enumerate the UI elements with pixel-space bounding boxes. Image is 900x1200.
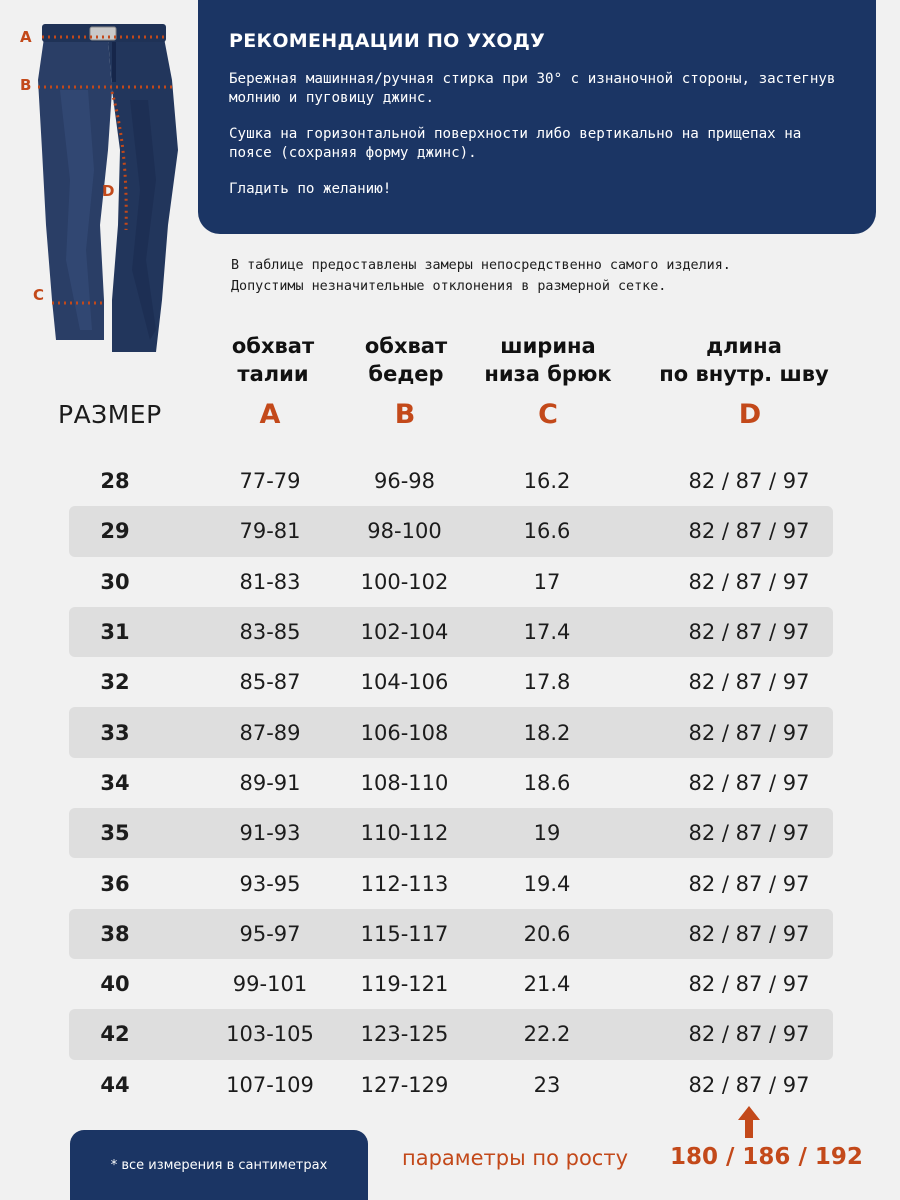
cell-size: 35 bbox=[100, 821, 130, 846]
cell-size: 29 bbox=[100, 519, 130, 544]
cell-hips: 106-108 bbox=[360, 720, 449, 745]
cell-size: 32 bbox=[100, 670, 130, 695]
cell-hips: 112-113 bbox=[360, 871, 449, 896]
marker-b: B bbox=[20, 76, 32, 94]
cell-inseam: 82 / 87 / 97 bbox=[688, 871, 810, 896]
cell-hips: 98-100 bbox=[367, 519, 442, 544]
column-header-inseam-line-2: по внутр. шву bbox=[659, 362, 829, 386]
table-row bbox=[69, 657, 833, 707]
cell-size: 31 bbox=[100, 620, 130, 645]
intro-line-1: В таблице предоставлены замеры непосредственно самого изделия. bbox=[231, 258, 731, 273]
table-row bbox=[69, 607, 833, 657]
column-header-hips bbox=[347, 332, 465, 388]
table-row bbox=[69, 808, 833, 858]
table-row bbox=[69, 1009, 833, 1059]
cell-waist: 85-87 bbox=[239, 670, 301, 695]
cell-waist: 91-93 bbox=[239, 821, 301, 846]
cell-hips: 110-112 bbox=[360, 821, 449, 846]
jeans-illustration bbox=[0, 0, 200, 370]
cell-inseam: 82 / 87 / 97 bbox=[688, 569, 810, 594]
table-row bbox=[69, 557, 833, 607]
cell-hips: 119-121 bbox=[360, 972, 449, 997]
cell-hem-width: 20.6 bbox=[523, 921, 571, 946]
table-row bbox=[69, 456, 833, 506]
marker-a: A bbox=[20, 28, 32, 46]
size-table bbox=[69, 456, 833, 1110]
cell-inseam: 82 / 87 / 97 bbox=[688, 1022, 810, 1047]
cell-waist: 95-97 bbox=[239, 921, 301, 946]
column-header-hem-width-line-1: ширина bbox=[500, 334, 596, 358]
cell-size: 44 bbox=[100, 1072, 130, 1097]
table-row bbox=[69, 707, 833, 757]
cell-hem-width: 19.4 bbox=[523, 871, 571, 896]
cell-hem-width: 17.4 bbox=[523, 620, 571, 645]
column-header-hem-width-line-2: низа брюк bbox=[484, 362, 612, 386]
arrow-up-icon bbox=[736, 1106, 762, 1138]
footnote-box bbox=[70, 1130, 368, 1200]
cell-hips: 108-110 bbox=[360, 770, 449, 795]
cell-waist: 99-101 bbox=[232, 972, 308, 997]
cell-hem-width: 17.8 bbox=[523, 670, 571, 695]
table-row bbox=[69, 1060, 833, 1110]
cell-hem-width: 22.2 bbox=[523, 1022, 571, 1047]
column-header-hem-width bbox=[468, 332, 628, 388]
cell-inseam: 82 / 87 / 97 bbox=[688, 670, 810, 695]
cell-hips: 123-125 bbox=[360, 1022, 449, 1047]
care-ironing-text: Гладить по желанию! bbox=[229, 181, 392, 197]
cell-hem-width: 16.6 bbox=[523, 519, 571, 544]
cell-waist: 79-81 bbox=[239, 519, 301, 544]
cell-inseam: 82 / 87 / 97 bbox=[688, 720, 810, 745]
column-letter-c: C bbox=[538, 399, 558, 430]
cell-inseam: 82 / 87 / 97 bbox=[688, 519, 810, 544]
cell-hem-width: 23 bbox=[533, 1072, 561, 1097]
marker-c: C bbox=[33, 286, 45, 304]
cell-size: 38 bbox=[100, 921, 130, 946]
cell-waist: 107-109 bbox=[226, 1072, 314, 1097]
column-letter-a: A bbox=[259, 399, 281, 430]
cell-inseam: 82 / 87 / 97 bbox=[688, 821, 810, 846]
cell-size: 36 bbox=[100, 871, 130, 896]
footnote-text: * все измерения в сантиметрах bbox=[110, 1157, 328, 1173]
table-intro bbox=[231, 255, 871, 297]
size-column-label: РАЗМЕР bbox=[58, 400, 162, 429]
cell-hem-width: 19 bbox=[533, 821, 561, 846]
height-params-label: параметры по росту bbox=[402, 1146, 629, 1170]
cell-size: 28 bbox=[100, 469, 130, 494]
height-params-values: 180 / 186 / 192 bbox=[670, 1144, 863, 1170]
column-header-hips-line-2: бедер bbox=[368, 362, 444, 386]
cell-hips: 96-98 bbox=[373, 469, 436, 494]
cell-hips: 104-106 bbox=[360, 670, 449, 695]
cell-hips: 102-104 bbox=[360, 620, 449, 645]
care-panel bbox=[198, 0, 876, 234]
column-header-inseam bbox=[646, 332, 842, 388]
cell-waist: 103-105 bbox=[226, 1022, 314, 1047]
column-letter-d: D bbox=[738, 399, 762, 430]
cell-size: 30 bbox=[100, 569, 130, 594]
table-row bbox=[69, 909, 833, 959]
cell-hips: 100-102 bbox=[360, 569, 449, 594]
cell-inseam: 82 / 87 / 97 bbox=[688, 1072, 810, 1097]
column-header-inseam-line-1: длина bbox=[706, 334, 782, 358]
cell-waist: 77-79 bbox=[239, 469, 301, 494]
cell-waist: 93-95 bbox=[239, 871, 301, 896]
column-letter-b: B bbox=[394, 399, 416, 430]
intro-line-2: Допустимы незначительные отклонения в размерной сетке. bbox=[231, 279, 667, 294]
cell-inseam: 82 / 87 / 97 bbox=[688, 921, 810, 946]
marker-d: D bbox=[102, 182, 115, 200]
cell-hem-width: 18.6 bbox=[523, 770, 571, 795]
column-header-hips-line-1: обхват bbox=[364, 334, 448, 358]
cell-waist: 83-85 bbox=[239, 620, 301, 645]
care-washing-text: Бережная машинная/ручная стирка при 30° с изнаночной стороны, застегнув молнию и пуговицу джинс. bbox=[229, 71, 836, 106]
cell-hips: 127-129 bbox=[360, 1072, 449, 1097]
care-drying-text: Сушка на горизонтальной поверхности либо вертикально на прищепах на поясе (сохраняя форму джинс). bbox=[229, 126, 802, 161]
table-row bbox=[69, 506, 833, 556]
cell-hips: 115-117 bbox=[360, 921, 449, 946]
table-row bbox=[69, 858, 833, 908]
care-title: РЕКОМЕНДАЦИИ ПО УХОДУ bbox=[229, 30, 546, 52]
cell-hem-width: 21.4 bbox=[523, 972, 571, 997]
cell-size: 40 bbox=[100, 972, 130, 997]
column-header-waist-line-1: обхват bbox=[231, 334, 315, 358]
table-row bbox=[69, 758, 833, 808]
cell-waist: 87-89 bbox=[239, 720, 301, 745]
cell-waist: 81-83 bbox=[239, 569, 301, 594]
column-header-waist bbox=[214, 332, 332, 388]
column-header-waist-line-2: талии bbox=[237, 362, 309, 386]
cell-hem-width: 17 bbox=[533, 569, 561, 594]
cell-inseam: 82 / 87 / 97 bbox=[688, 972, 810, 997]
cell-waist: 89-91 bbox=[239, 770, 301, 795]
cell-inseam: 82 / 87 / 97 bbox=[688, 469, 810, 494]
cell-size: 42 bbox=[100, 1022, 130, 1047]
cell-inseam: 82 / 87 / 97 bbox=[688, 620, 810, 645]
cell-hem-width: 16.2 bbox=[523, 469, 571, 494]
cell-hem-width: 18.2 bbox=[523, 720, 571, 745]
cell-size: 33 bbox=[100, 720, 130, 745]
table-row bbox=[69, 959, 833, 1009]
cell-size: 34 bbox=[100, 770, 130, 795]
cell-inseam: 82 / 87 / 97 bbox=[688, 770, 810, 795]
